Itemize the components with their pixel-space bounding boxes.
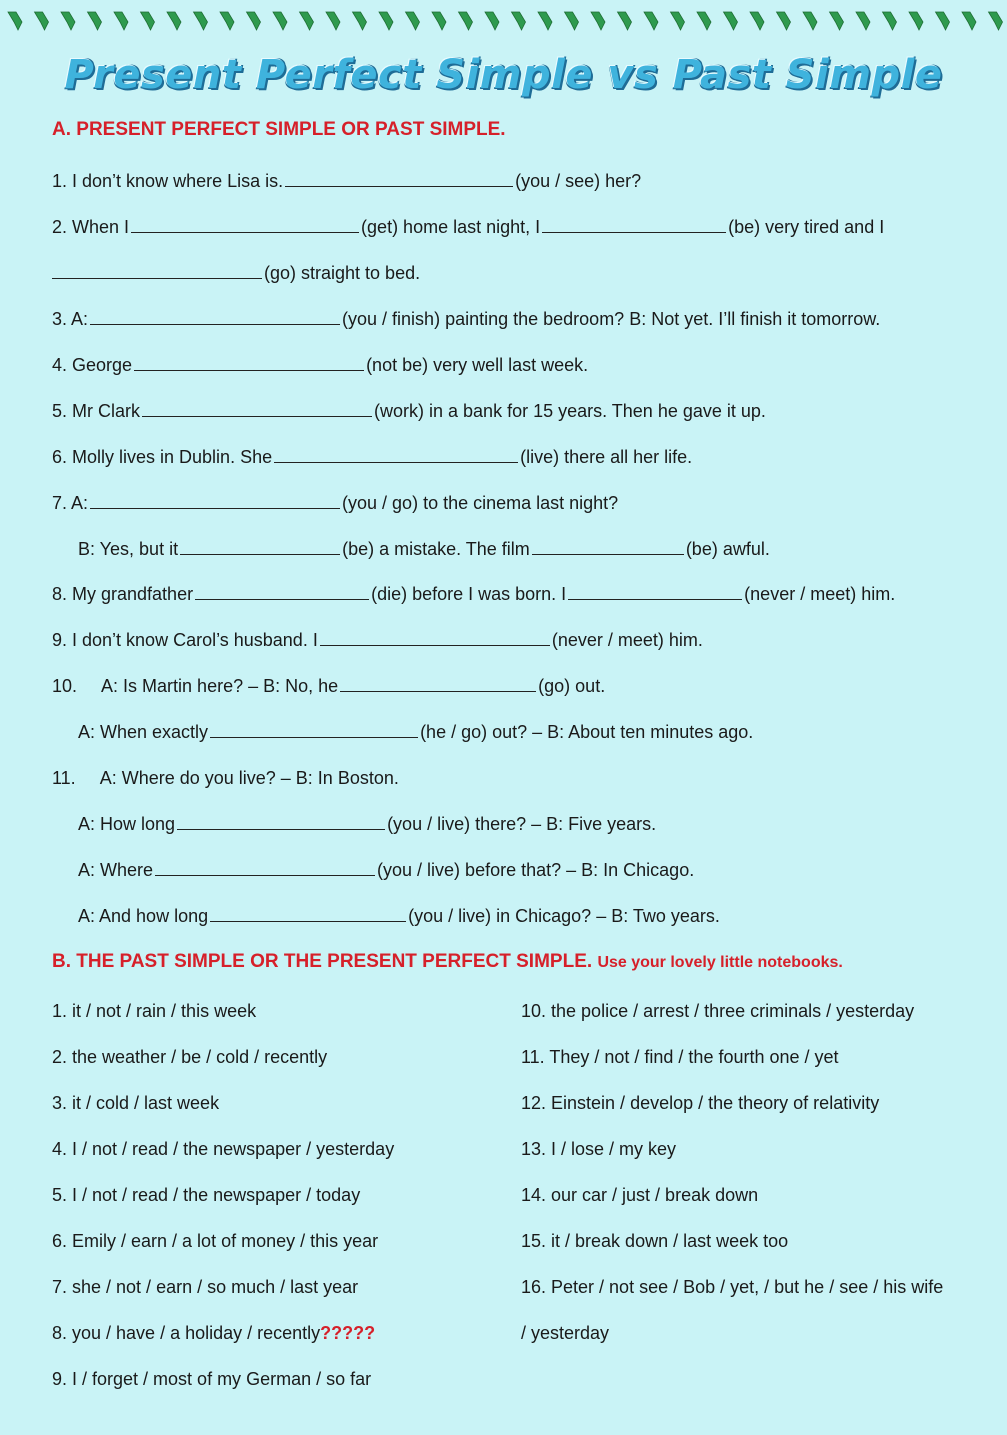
leaf-ornament [273,12,287,30]
leaf-ornament [671,12,685,30]
exercise-b-item: 3. it / cold / last week [52,1093,220,1113]
exercise-b-item: 7. she / not / earn / so much / last year [52,1277,359,1297]
page-title: Present Perfect Simple vs Past Simple [64,52,943,98]
exercise-b-item: / yesterday [521,1323,610,1343]
answer-blank[interactable] [542,216,726,233]
answer-blank[interactable] [90,308,340,325]
answer-blank[interactable] [532,538,684,555]
exercise-a-11-b: A: How long (you / live) there? – B: Five years. [78,814,657,834]
section-b-heading: B. THE PAST SIMPLE OR THE PRESENT PERFECT SIMPLE. Use your lovely little notebooks. [52,951,843,972]
exercise-b-item: 11. They / not / find / the fourth one / yet [521,1047,839,1067]
answer-blank[interactable] [320,629,550,646]
leaf-ornament [803,12,817,30]
exercise-a-11-d: A: And how long (you / live) in Chicago? – B: Two years. [78,906,720,926]
leaf-ornament [459,12,473,30]
exercise-b-item: 15. it / break down / last week too [521,1231,789,1251]
leaf-ornament [618,12,632,30]
answer-blank[interactable] [285,170,513,187]
exercise-a-10-b: A: When exactly (he / go) out? – B: About ten minutes ago. [78,722,754,742]
exercise-b-item: 8. you / have / a holiday / recently????? [52,1323,376,1343]
leaf-ornament [565,12,579,30]
leaf-ornament [883,12,897,30]
leaf-ornament [485,12,499,30]
leaf-ornament [724,12,738,30]
leaf-ornament [830,12,844,30]
leaf-ornament [538,12,552,30]
leaf-ornament [8,12,22,30]
exercise-b-item: 14. our car / just / break down [521,1185,759,1205]
exercise-b-item: 5. I / not / read / the newspaper / today [52,1185,361,1205]
leaf-ornament [856,12,870,30]
answer-blank[interactable] [155,859,375,876]
exercise-a-11: 11. A: Where do you live? – B: In Boston. [52,768,399,788]
answer-blank[interactable] [274,446,518,463]
answer-blank[interactable] [340,675,536,692]
exercise-a-3: 3. A: (you / finish) painting the bedroom? B: Not yet. I’ll finish it tomorrow. [52,309,881,329]
exercise-a-11-c: A: Where (you / live) before that? – B: In Chicago. [78,860,695,880]
exercise-b-item: 9. I / forget / most of my German / so far [52,1369,372,1389]
leaf-ornament [936,12,950,30]
leaf-ornament [167,12,181,30]
answer-blank[interactable] [134,354,364,371]
exercise-a-7-b: B: Yes, but it (be) a mistake. The film (be) awful. [78,539,770,559]
section-a-heading: A. PRESENT PERFECT SIMPLE OR PAST SIMPLE. [52,119,506,140]
exercise-a-5: 5. Mr Clark (work) in a bank for 15 years. Then he gave it up. [52,401,766,421]
leaf-ornament [432,12,446,30]
exercise-a-4: 4. George (not be) very well last week. [52,355,589,375]
exercise-a-7: 7. A: (you / go) to the cinema last night? [52,493,619,513]
leaf-ornament [406,12,420,30]
leaf-ornament [194,12,208,30]
exercise-a-2-cont: (go) straight to bed. [50,262,420,284]
exercise-b-item: 16. Peter / not see / Bob / yet, / but he / see / his wife [521,1277,944,1297]
exercise-b-item: 2. the weather / be / cold / recently [52,1047,328,1067]
answer-blank[interactable] [131,216,359,233]
answer-blank[interactable] [568,583,742,600]
leaf-ornament [379,12,393,30]
answer-blank[interactable] [210,721,418,738]
section-b-subheading: Use your lovely little notebooks. [597,954,843,971]
leaf-border [0,0,1007,40]
leaf-ornament [326,12,340,30]
leaf-ornament [644,12,658,30]
answer-blank[interactable] [195,583,369,600]
answer-blank[interactable] [180,538,340,555]
leaf-ornament [989,12,1003,30]
exercise-a-1: 1. I don’t know where Lisa is. (you / see) her? [52,171,642,191]
exercise-b-item: 10. the police / arrest / three criminals / yesterday [521,1001,915,1021]
answer-blank[interactable] [177,813,385,830]
exercise-a-8: 8. My grandfather (die) before I was born. I (never / meet) him. [52,584,896,604]
leaf-ornament [35,12,49,30]
answer-blank[interactable] [210,905,406,922]
exercise-b-item: 1. it / not / rain / this week [52,1001,257,1021]
leaf-ornament [220,12,234,30]
leaf-ornament [353,12,367,30]
leaf-ornament [962,12,976,30]
exercise-b-item: 13. I / lose / my key [521,1139,677,1159]
leaf-ornament [591,12,605,30]
leaf-ornament [61,12,75,30]
exercise-a-9: 9. I don’t know Carol’s husband. I (never / meet) him. [52,630,703,650]
leaf-ornament [300,12,314,30]
leaf-ornament [512,12,526,30]
exercise-a-2: 2. When I (get) home last night, I (be) very tired and I [52,217,885,237]
leaf-ornament [88,12,102,30]
leaf-ornament [909,12,923,30]
leaf-ornament [141,12,155,30]
exercise-a-6: 6. Molly lives in Dublin. She (live) there all her life. [52,447,693,467]
exercise-a-10: 10. A: Is Martin here? – B: No, he (go) out. [52,676,606,696]
leaf-ornament [777,12,791,30]
answer-blank[interactable] [90,492,340,509]
answer-blank[interactable] [52,262,262,279]
exercise-b-item: 6. Emily / earn / a lot of money / this year [52,1231,379,1251]
answer-blank[interactable] [142,400,372,417]
question-marks: ????? [320,1323,376,1343]
exercise-b-item: 4. I / not / read / the newspaper / yesterday [52,1139,395,1159]
leaf-ornament [750,12,764,30]
exercise-b-item: 12. Einstein / develop / the theory of relativity [521,1093,880,1113]
leaf-ornament [697,12,711,30]
leaf-ornament [247,12,261,30]
leaf-ornament [114,12,128,30]
